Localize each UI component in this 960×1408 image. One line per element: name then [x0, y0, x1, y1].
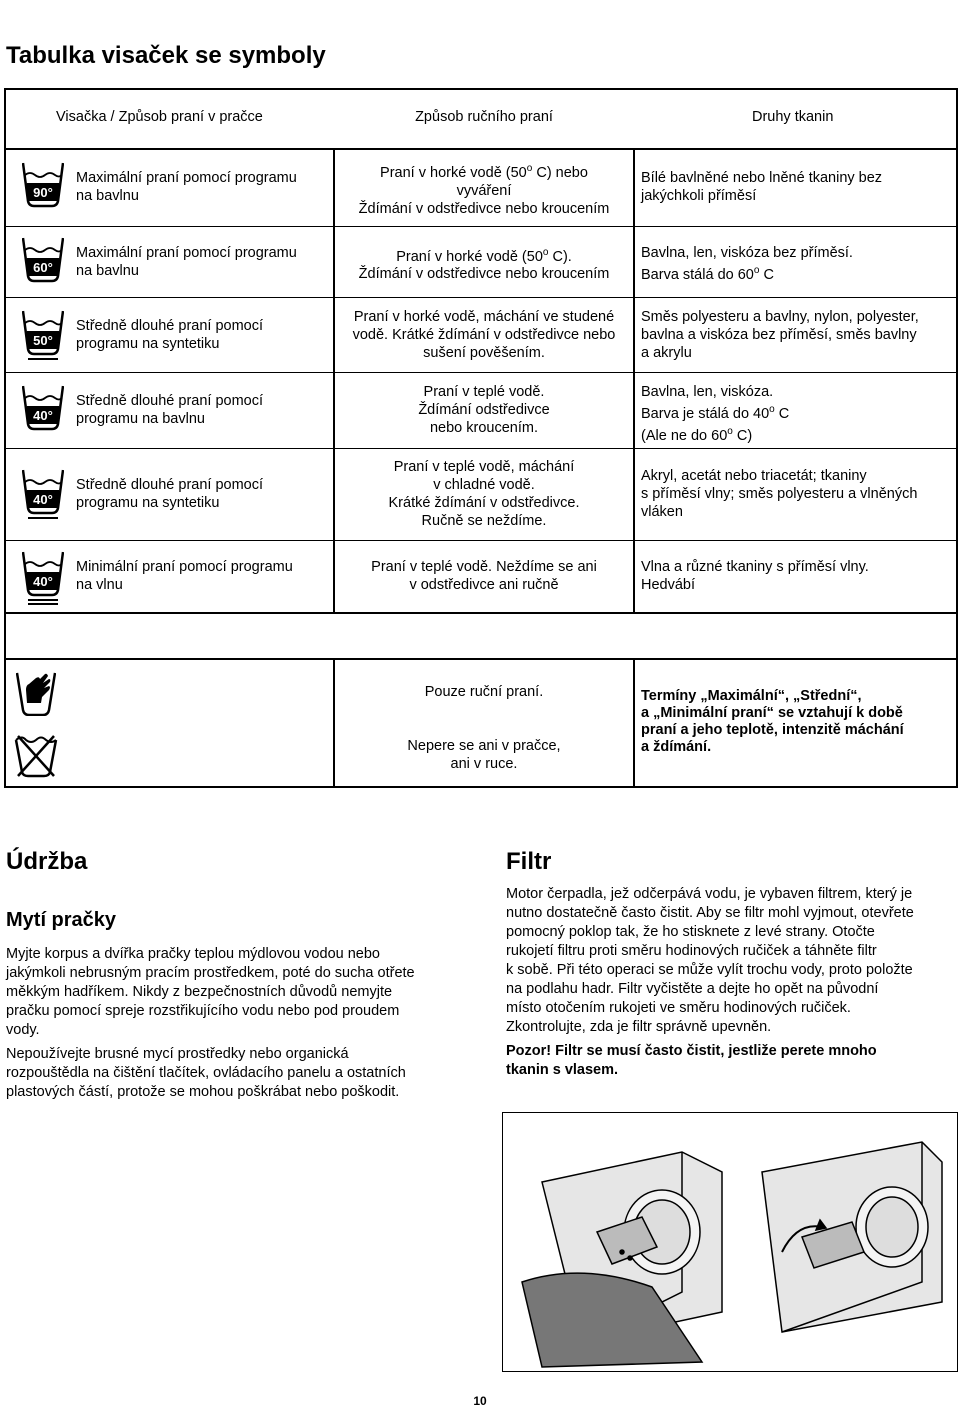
page-number: 10 [473, 1394, 487, 1408]
maintenance-paragraph-1: Myjte korpus a dvířka pračky teplou mýdlovou vodou nebo jakýmkoli nebrusným pracím prostředkem, poté do sucha otřete měkkým hadříkem. Nikdy z bezpečnostních důvodů nemyjte pračku pomocí spreje rozstřikujícího vodu nebo pod proudem vody. [6, 946, 415, 1038]
wash-program-text: Středně dlouhé praní pomocí programu na syntetiku [76, 317, 264, 352]
header-fabric: Druhy tkanin [752, 109, 834, 125]
hand-wash-text: Praní v teplé vodě. Neždíme se ani v odstředivce ani ručně [371, 559, 597, 593]
page-title: Tabulka visaček se symboly [6, 42, 326, 69]
terms-note: Termíny „Maximální“, „Střední“, a „Minimální praní“ se vztahují k době praní a jeho teplotě, intenzitě máchání a ždímání. [641, 688, 904, 755]
fabric-type-text: Vlna a různé tkaniny s příměsí vlny. Hedvábí [641, 559, 869, 593]
wash-program-text: Maximální praní pomocí programu na bavlnu [76, 244, 297, 279]
table-row-rule [4, 226, 958, 227]
svg-text:90°: 90° [33, 185, 53, 200]
fabric-type-text: Bavlna, len, viskóza. Barva je stálá do 40$^o$ C (Ale ne do 60$^o$ C) [641, 384, 790, 444]
fabric-type-text: Směs polyesteru a bavlny, nylon, polyester, bavlna a viskóza bez příměsí, směs bavlny a akrylu [641, 308, 919, 361]
table-special-top-rule [4, 658, 958, 660]
maintenance-title: Údržba [6, 848, 88, 875]
table-bottom-rule [4, 786, 958, 788]
header-tag: Visačka / Způsob praní v pračce [56, 109, 263, 125]
table-row-rule [4, 297, 958, 298]
filter-paragraph: Motor čerpadla, jež odčerpává vodu, je vybaven filtrem, který je nutno dostatečně často čistit. Aby se filtr mohl vyjmout, otevřete pomocný poklop tak, že ho stisknete z levé strany. Otočte rukojetí filtru proti směru hodinových ručiček a táhněte filtr k sobě. Při této operaci se může vylít trochu vody, proto položte na podlahu hadr. Filtr vyčistěte a dejte ho opět na původní místo otočením rukojeti ve směru hodinových ručiček. Zkontrolujte, zda je filtr správně upevněn. [506, 886, 914, 1035]
wash-program-text: Maximální praní pomocí programu na bavlnu [76, 170, 297, 204]
table-top-rule [4, 88, 958, 90]
washer-cleaning-subtitle: Mytí pračky [6, 909, 117, 931]
table-main-bottom-rule [4, 612, 958, 614]
svg-text:40°: 40° [33, 492, 53, 507]
hand-wash-text: Praní v teplé vodě, máchání v chladné vodě. Krátké ždímání v odstředivce. Ručně se neždíme. [388, 459, 580, 529]
hand-wash-text: Praní v teplé vodě. Ždímání odstředivce nebo kroucením. [418, 384, 550, 436]
filter-right-panel [762, 1142, 942, 1332]
table-header-rule [4, 148, 958, 150]
wash-temperature-icon [22, 550, 64, 615]
table-row-rule [4, 448, 958, 449]
table-row-rule [4, 372, 958, 373]
no-wash-text: Nepere se ani v pračce, ani v ruce. [407, 738, 561, 772]
maintenance-paragraph-2: Nepoužívejte brusné mycí prostředky nebo organická rozpouštědla na čištění tlačítek, ovládacího panelu a ostatních plastových částí, protože se mohou poškrábat nebo poškodit. [6, 1046, 406, 1100]
filter-title: Filtr [506, 848, 552, 875]
wash-program-text: Středně dlouhé praní pomocí programu na bavlnu [76, 393, 264, 427]
fabric-type-text: Bavlna, len, viskóza bez příměsí. Barva stálá do 60$^o$ C [641, 244, 853, 283]
hand-wash-text: Praní v horké vodě (50$^o$ C). Ždímání v odstředivce nebo kroucením [358, 246, 610, 283]
header-hand-wash: Způsob ručního praní [415, 109, 553, 125]
hand-wash-text: Praní v horké vodě (50$^o$ C) nebo vyváření Ždímání v odstředivce nebo kroucením [358, 163, 610, 217]
wash-program-text: Středně dlouhé praní pomocí programu na syntetiku [76, 477, 264, 511]
hand-wash-text: Praní v horké vodě, máchání ve studené vodě. Krátké ždímání v odstředivce nebo sušení pověšením. [352, 308, 616, 361]
table-row-rule [4, 540, 958, 541]
svg-text:60°: 60° [33, 259, 53, 275]
svg-text:40°: 40° [33, 408, 53, 423]
svg-text:50°: 50° [33, 332, 53, 348]
filter-warning: Pozor! Filtr se musí často čistit, jestliže perete mnoho tkanin s vlasem. [506, 1043, 877, 1078]
do-not-wash-icon [14, 732, 58, 783]
hand-wash-only-text: Pouze ruční praní. [424, 684, 544, 700]
svg-text:40°: 40° [33, 574, 53, 589]
table-col-rule-2 [633, 148, 635, 612]
table-right-rule [956, 88, 958, 788]
filter-illustration [502, 1112, 958, 1372]
fabric-type-text: Akryl, acetát nebo triacetát; tkaniny s příměsí vlny; směs polyesteru a vlněných vláken [641, 468, 918, 520]
wash-temperature-icon [22, 161, 64, 226]
fabric-type-text: Bílé bavlněné nebo lněné tkaniny bez jakýchkoli příměsí [641, 170, 883, 204]
wash-temperature-icon [22, 384, 64, 449]
wash-program-text: Minimální praní pomocí programu na vlnu [76, 559, 293, 593]
wash-temperature-icon [22, 468, 64, 533]
table-col-rule-2b [633, 658, 635, 786]
wash-temperature-icon [22, 236, 64, 301]
hand-wash-icon [16, 670, 56, 721]
table-left-rule [4, 88, 6, 788]
wash-temperature-icon [22, 309, 64, 374]
